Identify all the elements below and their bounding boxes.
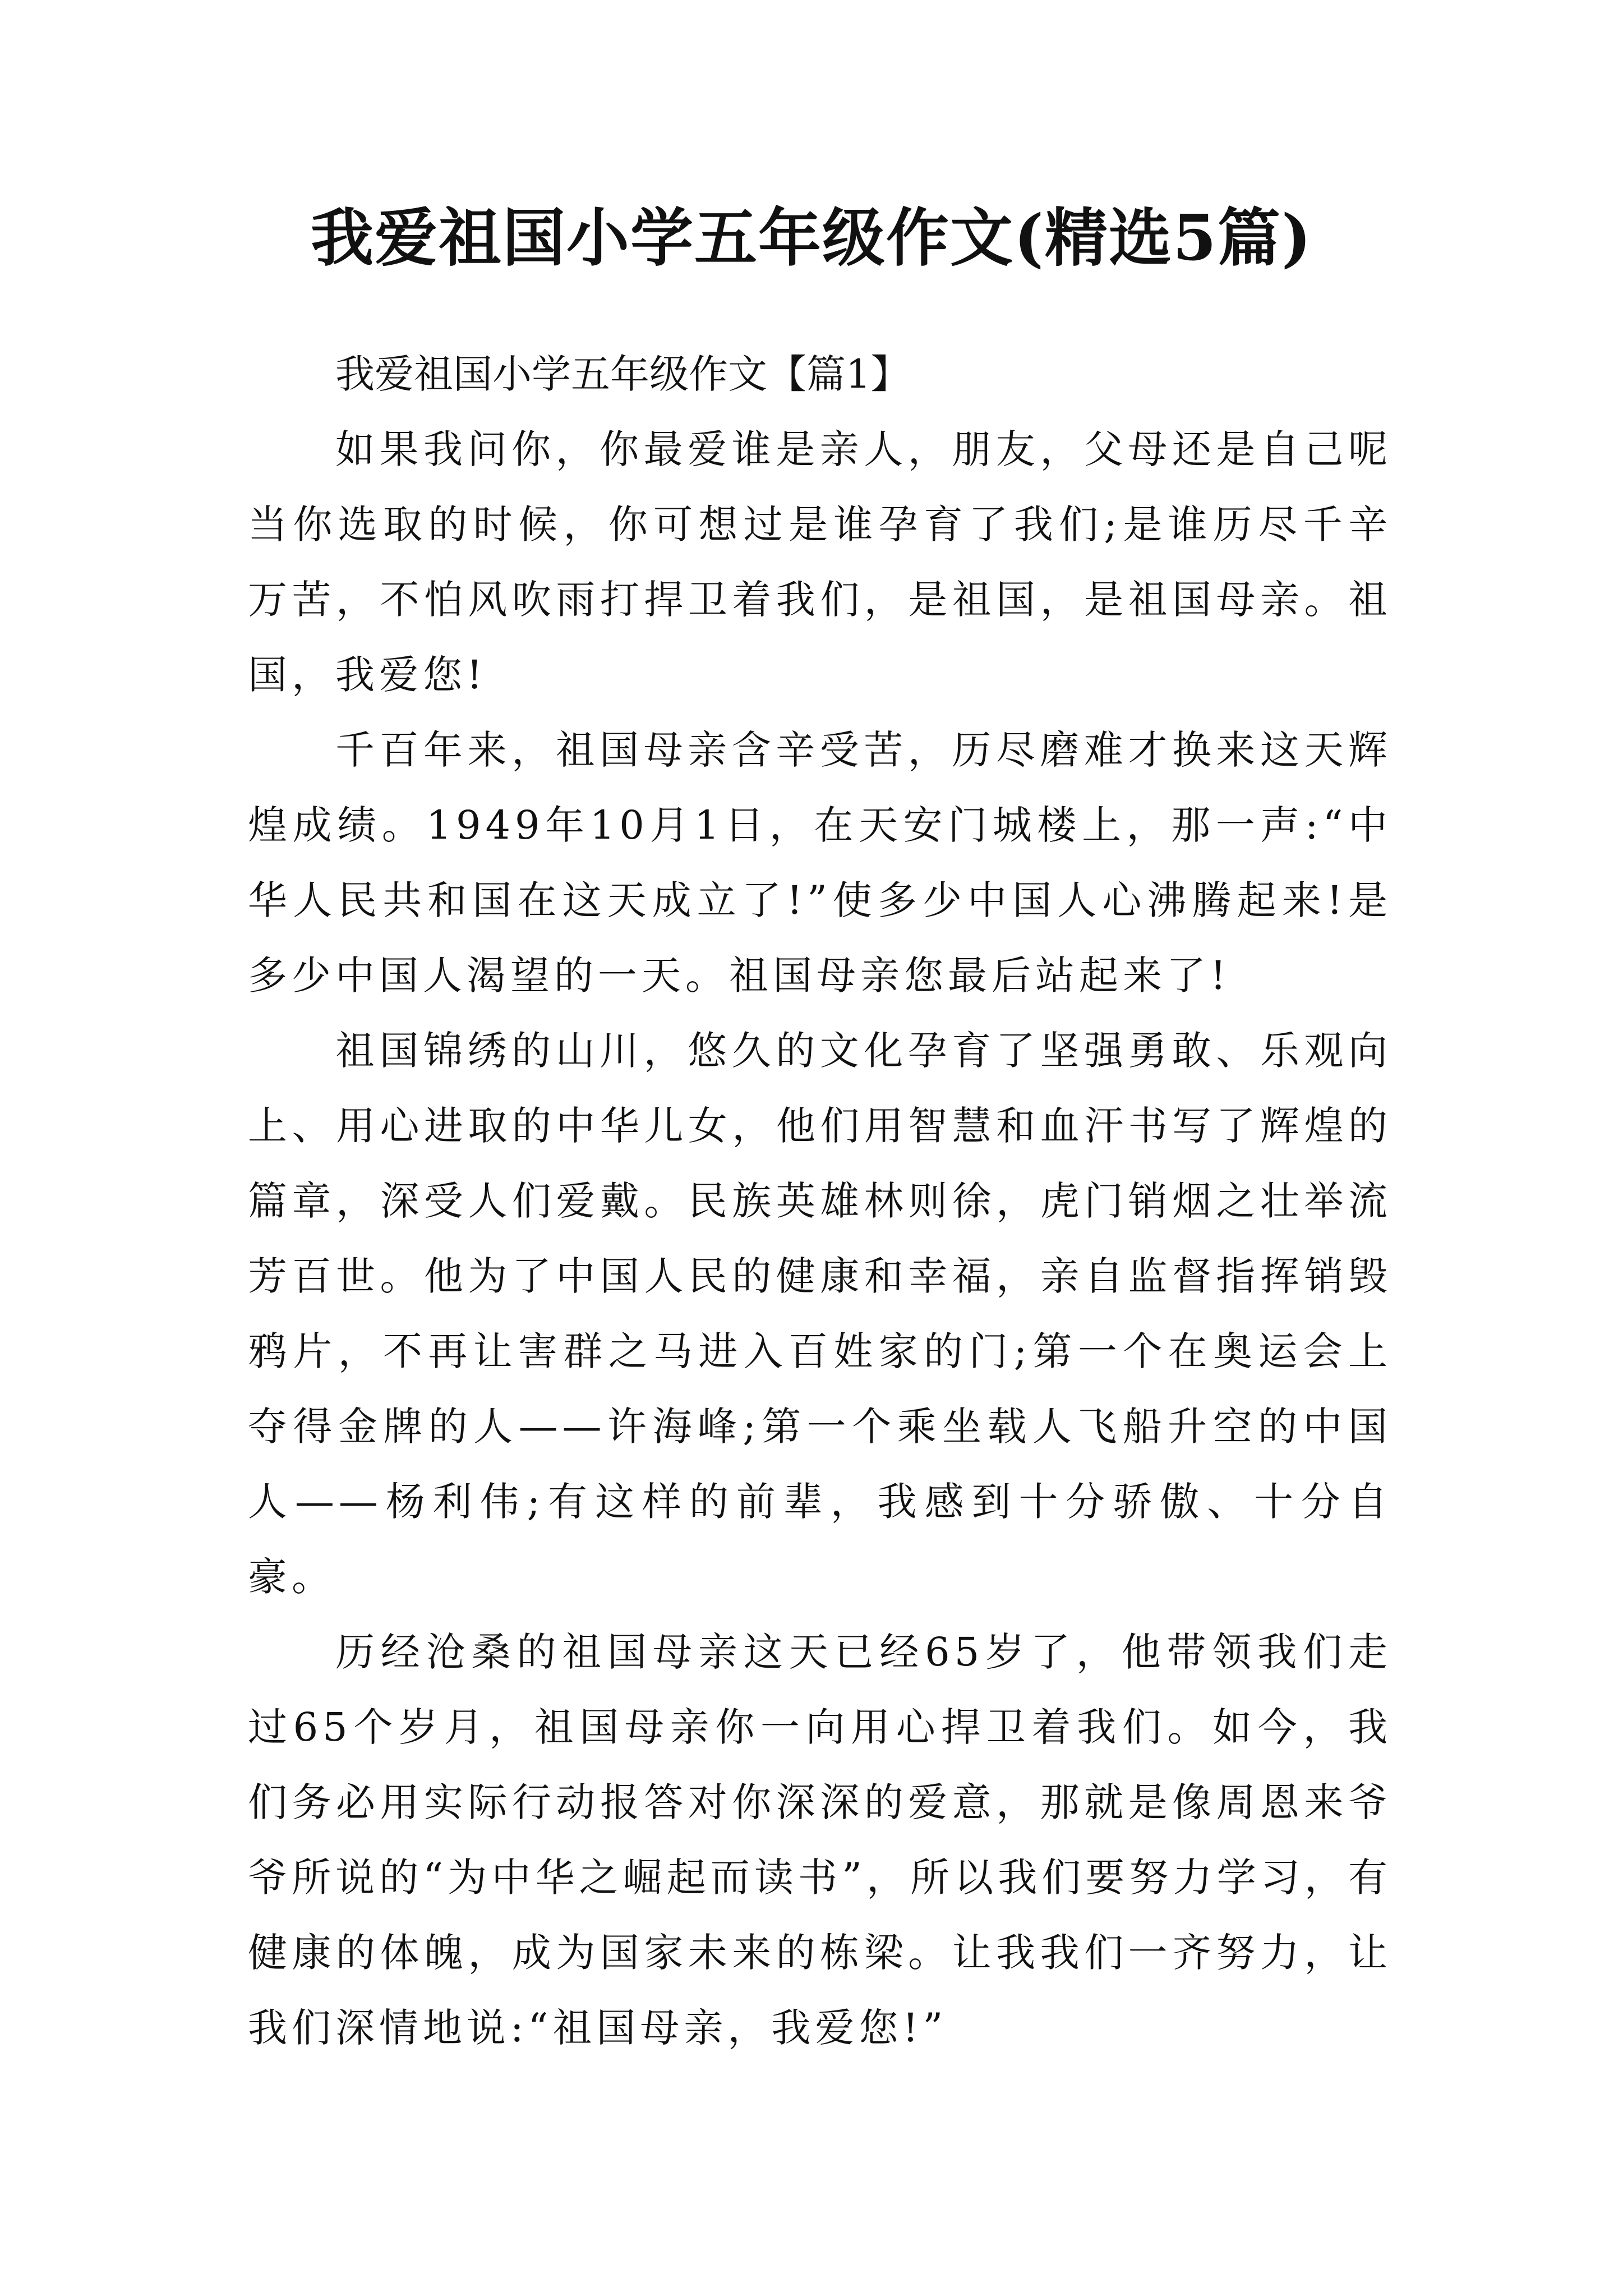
paragraph-1: 如果我问你，你最爱谁是亲人，朋友，父母还是自己呢当你选取的时候，你可想过是谁孕育了我们;是谁历尽千辛万苦，不怕风吹雨打捍卫着我们，是祖国，是祖国母亲。祖国，我爱您!: [248, 426, 1392, 698]
paragraph-2: 千百年来，祖国母亲含辛受苦，历尽磨难才换来这天辉煌成绩。1949年10月1日，在天安门城楼上，那一声:“中华人民共和国在这天成立了!”使多少中国人心沸腾起来!是多少中国人渴望的一天。祖国母亲您最后站起来了!: [248, 727, 1392, 999]
section-heading: 我爱祖国小学五年级作文【篇1】: [335, 351, 910, 397]
paragraph-3: 祖国锦绣的山川，悠久的文化孕育了坚强勇敢、乐观向上、用心进取的中华儿女，他们用智慧和血汗书写了辉煌的篇章，深受人们爱戴。民族英雄林则徐，虎门销烟之壮举流芳百世。他为了中国人民的健康和幸福，亲自监督指挥销毁鸦片，不再让害群之马进入百姓家的门;第一个在奥运会上夺得金牌的人——许海峰;第一个乘坐载人飞船升空的中国人——杨利伟;有这样的前辈，我感到十分骄傲、十分自豪。: [248, 1028, 1392, 1600]
paragraph-4: 历经沧桑的祖国母亲这天已经65岁了，他带领我们走过65个岁月，祖国母亲你一向用心捍卫着我们。如今，我们务必用实际行动报答对你深深的爱意，那就是像周恩来爷爷所说的“为中华之崛起而读书”，所以我们要努力学习，有健康的体魄，成为国家未来的栋梁。让我我们一齐努力，让我们深情地说:“祖国母亲，我爱您!”: [248, 1629, 1392, 2051]
document-title: 我爱祖国小学五年级作文(精选5篇): [311, 201, 1312, 275]
document-body: [248, 337, 1392, 2065]
